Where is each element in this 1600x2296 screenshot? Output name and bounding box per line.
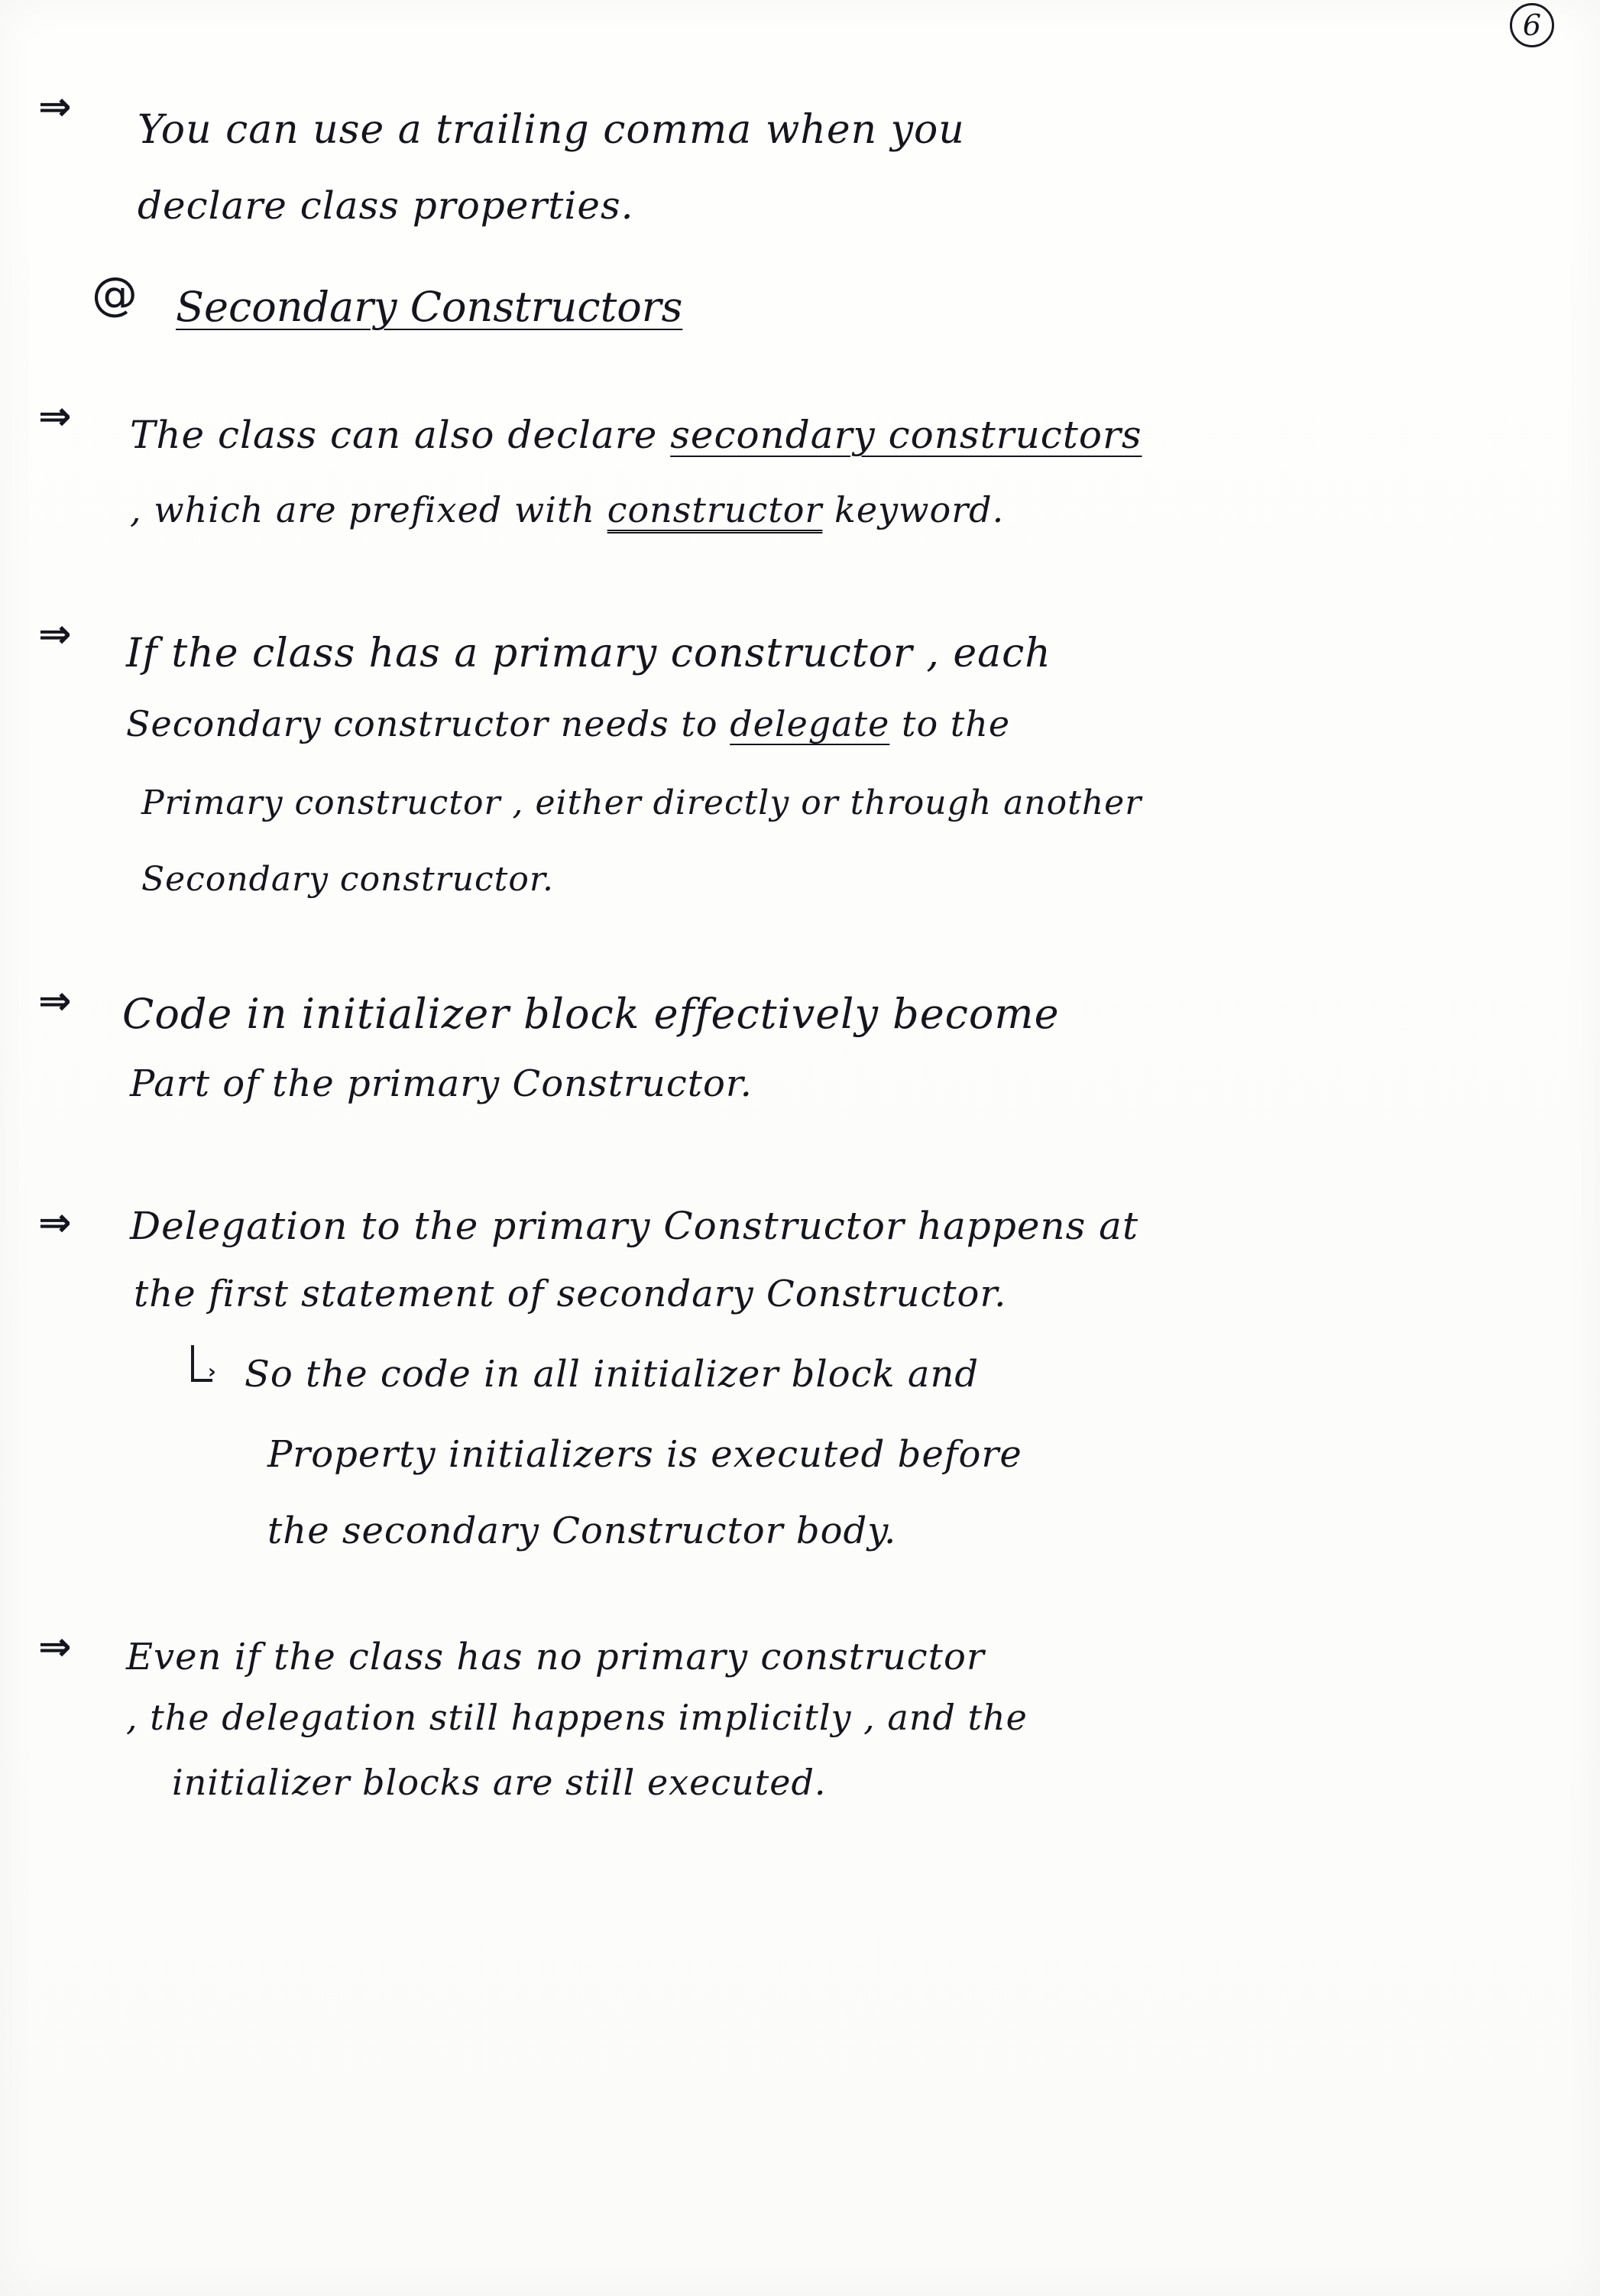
note-line: the first statement of secondary Constructor. <box>134 1273 1007 1315</box>
note-underlined-term: delegate <box>730 703 890 744</box>
page-number: 6 <box>1522 8 1542 42</box>
note-line <box>130 489 1004 530</box>
note-line: So the code in all initializer block and <box>245 1353 980 1396</box>
double-arrow-icon: ⇒ <box>38 1200 72 1246</box>
note-underlined-term: constructor <box>607 489 823 530</box>
double-arrow-icon: ⇒ <box>38 978 72 1024</box>
note-text: , which are prefixed with <box>130 489 607 530</box>
note-line: If the class has a primary constructor , each <box>126 631 1051 676</box>
note-line: initializer blocks are still executed. <box>172 1762 827 1803</box>
note-line: Secondary constructor. <box>141 860 555 899</box>
at-sign-icon: @ <box>92 268 138 321</box>
note-line: the secondary Constructor body. <box>267 1510 897 1552</box>
note-line: Part of the primary Constructor. <box>130 1062 753 1105</box>
double-arrow-icon: ⇒ <box>38 611 72 657</box>
double-arrow-icon: ⇒ <box>38 394 72 439</box>
hook-arrow-tip-icon: › <box>208 1360 216 1383</box>
note-line: , the delegation still happens implicitly , and the <box>126 1697 1028 1738</box>
note-underlined-term: secondary constructors <box>670 413 1142 457</box>
note-line: Property initializers is executed before <box>267 1433 1022 1476</box>
note-line: You can use a trailing comma when you <box>138 107 965 153</box>
note-line <box>126 703 1010 744</box>
note-line: declare class properties. <box>138 183 634 228</box>
note-text: Secondary constructor needs to <box>126 703 730 744</box>
note-line <box>130 413 1142 457</box>
note-line: Primary constructor , either directly or through another <box>141 783 1142 822</box>
section-heading: Secondary Constructors <box>176 283 683 331</box>
note-text: to the <box>889 703 1011 744</box>
page-number-badge <box>1510 3 1554 47</box>
double-arrow-icon: ⇒ <box>38 84 72 130</box>
note-line: Even if the class has no primary constructor <box>126 1636 985 1678</box>
note-line: Delegation to the primary Constructor happens at <box>130 1204 1139 1248</box>
double-arrow-icon: ⇒ <box>38 1624 72 1670</box>
note-text: keyword. <box>822 489 1005 530</box>
note-line: Code in initializer block effectively become <box>122 990 1060 1038</box>
note-text: The class can also declare <box>130 413 671 457</box>
